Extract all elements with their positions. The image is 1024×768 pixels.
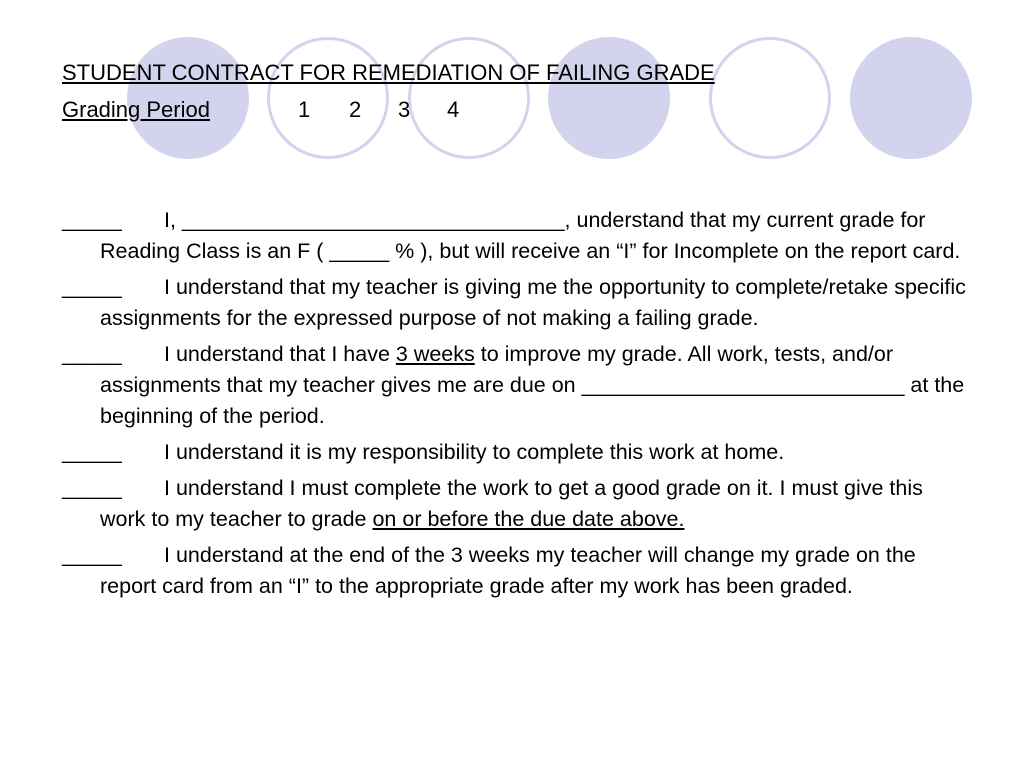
decorative-circle-3 [408, 37, 530, 159]
item-text-post: to improve my grade. All work, tests, and/or assignments that my teacher gives me are due on ___________________________ at the beginning of the period. [100, 342, 965, 428]
contract-item [62, 540, 972, 602]
initial-blank[interactable]: _____ [62, 342, 122, 366]
contract-item [62, 339, 972, 432]
item-text: I understand it is my responsibility to complete this work at home. [164, 440, 785, 464]
contract-item [62, 473, 972, 535]
grading-period-label: Grading Period [62, 97, 210, 122]
grading-period-option[interactable]: 4 [447, 97, 460, 122]
item-text: I understand I must complete the work to get a good grade on it. I must give this work to my teacher to grade [100, 476, 923, 531]
item-text: I understand at the end of the 3 weeks my teacher will change my grade on the report card from an “I” to the appropriate grade after my work has been graded. [100, 543, 916, 598]
item-text: I, ________________________________, understand that my current grade for Reading Class is an F ( _____ % ), but will receive an “I” for Incomplete on the report card. [100, 208, 961, 263]
initial-blank[interactable]: _____ [62, 208, 122, 232]
decorative-circle-6 [850, 37, 972, 159]
decorative-circle-5 [709, 37, 831, 159]
grading-period-row [62, 95, 460, 125]
item-emphasis: on or before the due date above. [372, 507, 685, 531]
contract-items [62, 205, 972, 607]
grading-period-option[interactable]: 1 [298, 97, 311, 122]
item-emphasis: 3 weeks [395, 342, 475, 366]
initial-blank[interactable]: _____ [62, 543, 122, 567]
initial-blank[interactable]: _____ [62, 476, 122, 500]
decorative-circle-2 [267, 37, 389, 159]
initial-blank[interactable]: _____ [62, 440, 122, 464]
decorative-circle-4 [548, 37, 670, 159]
initial-blank[interactable]: _____ [62, 275, 122, 299]
contract-item [62, 205, 972, 267]
grading-period-option[interactable]: 2 [349, 97, 362, 122]
contract-item [62, 272, 972, 334]
grading-period-option[interactable]: 3 [398, 97, 411, 122]
page-title: STUDENT CONTRACT FOR REMEDIATION OF FAILING GRADE [62, 60, 715, 85]
item-text: I understand that I have [164, 342, 396, 366]
item-text: I understand that my teacher is giving me the opportunity to complete/retake specific assignments for the expressed purpose of not making a failing grade. [100, 275, 966, 330]
contract-item [62, 437, 972, 468]
